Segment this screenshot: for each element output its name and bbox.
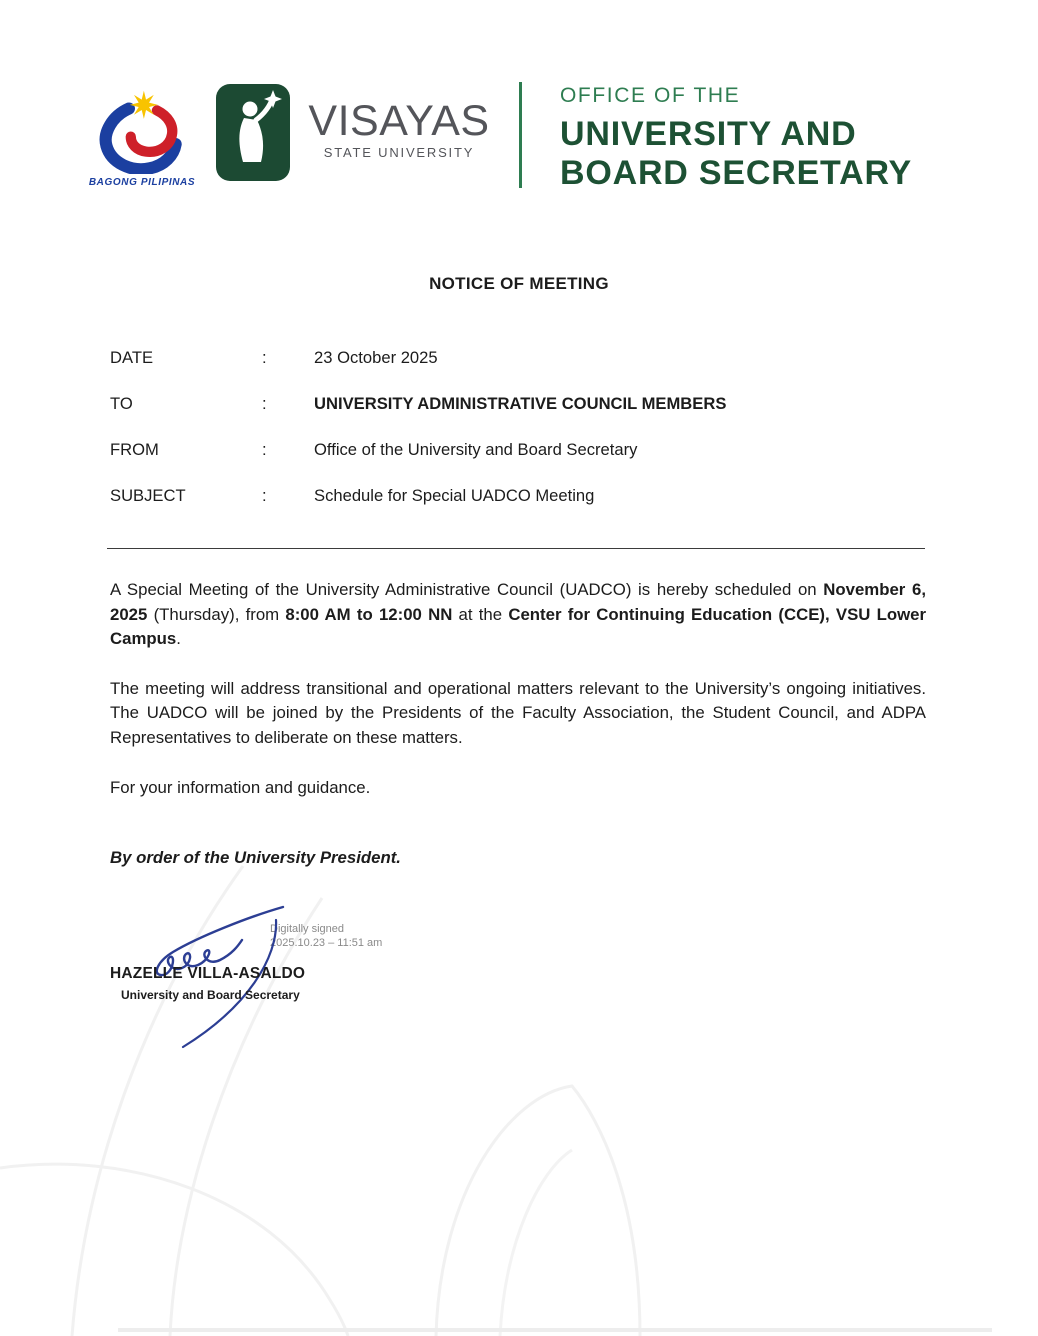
sun-icon [130, 91, 158, 119]
memo-colon: : [262, 486, 267, 505]
p1-seg-date: November 6, 2025 [110, 580, 926, 624]
digital-signature-line2: 2025.10.23 – 11:51 am [270, 936, 383, 949]
signatory-name: HAZELLE VILLA-ASALDO [110, 964, 306, 982]
office-name-line2: BOARD SECRETARY [560, 154, 913, 192]
memo-value-from: Office of the University and Board Secretary [314, 440, 638, 459]
wordmark-state-university: STATE UNIVERSITY [323, 145, 475, 160]
memo-colon: : [262, 348, 267, 367]
office-name-line1: UNIVERSITY AND [560, 115, 857, 153]
p1-seg-venue: Center for Continuing Education (CCE), VSU Lower Campus [110, 604, 927, 649]
memo-label-from: FROM [110, 440, 159, 459]
p1-seg: A Special Meeting of the University Administrative Council (UADCO) is hereby scheduled on [110, 580, 824, 599]
closing-line: By order of the University President. [110, 848, 401, 868]
office-of-the-label: OFFICE OF THE [560, 84, 741, 107]
paragraph-guidance: For your information and guidance. [110, 777, 371, 797]
memo-label-subject: SUBJECT [110, 486, 186, 505]
vsu-seal-icon [216, 84, 290, 181]
paragraph-agenda: The meeting will address transitional and operational matters relevant to the University’s ongoing initiatives. The UADCO will be joined by the Presidents of the Faculty Association, the Student Council, and ADPA Representatives to deliberate on these matters. [110, 678, 926, 747]
p1-seg: (Thursday), from [147, 604, 286, 624]
vsu-wordmark [303, 98, 495, 160]
bagong-pilipinas-logo [86, 88, 198, 188]
bagong-pilipinas-swirl-icon [95, 88, 189, 174]
bagong-pilipinas-label: BAGONG PILIPINAS [88, 177, 196, 188]
header-divider-line [519, 82, 522, 188]
signature-block [110, 896, 926, 1036]
letter-body [110, 578, 926, 1036]
memo-colon: : [262, 394, 267, 413]
signatory-position: University and Board Secretary [121, 987, 300, 1002]
paragraph-schedule [110, 578, 926, 652]
p1-seg-time: 8:00 AM to 12:00 NN [285, 604, 453, 624]
letterhead [86, 82, 978, 193]
memo-value-to: UNIVERSITY ADMINISTRATIVE COUNCIL MEMBERS [314, 394, 727, 413]
office-title-block [560, 84, 912, 193]
memo-value-date: 23 October 2025 [314, 348, 438, 367]
memo-label-to: TO [110, 394, 133, 413]
memo-value-subject: Schedule for Special UADCO Meeting [314, 486, 595, 505]
document-title: NOTICE OF MEETING [429, 274, 609, 293]
digital-signature-line1: Digitally signed [270, 922, 344, 935]
p1-seg: . [176, 629, 181, 649]
memo-divider-line [107, 548, 925, 549]
memo-colon: : [262, 440, 267, 459]
wordmark-visayas: VISAYAS [308, 97, 490, 145]
p1-seg: at the [452, 604, 509, 624]
memo-label-date: DATE [110, 348, 154, 367]
memo-fields [110, 346, 926, 508]
